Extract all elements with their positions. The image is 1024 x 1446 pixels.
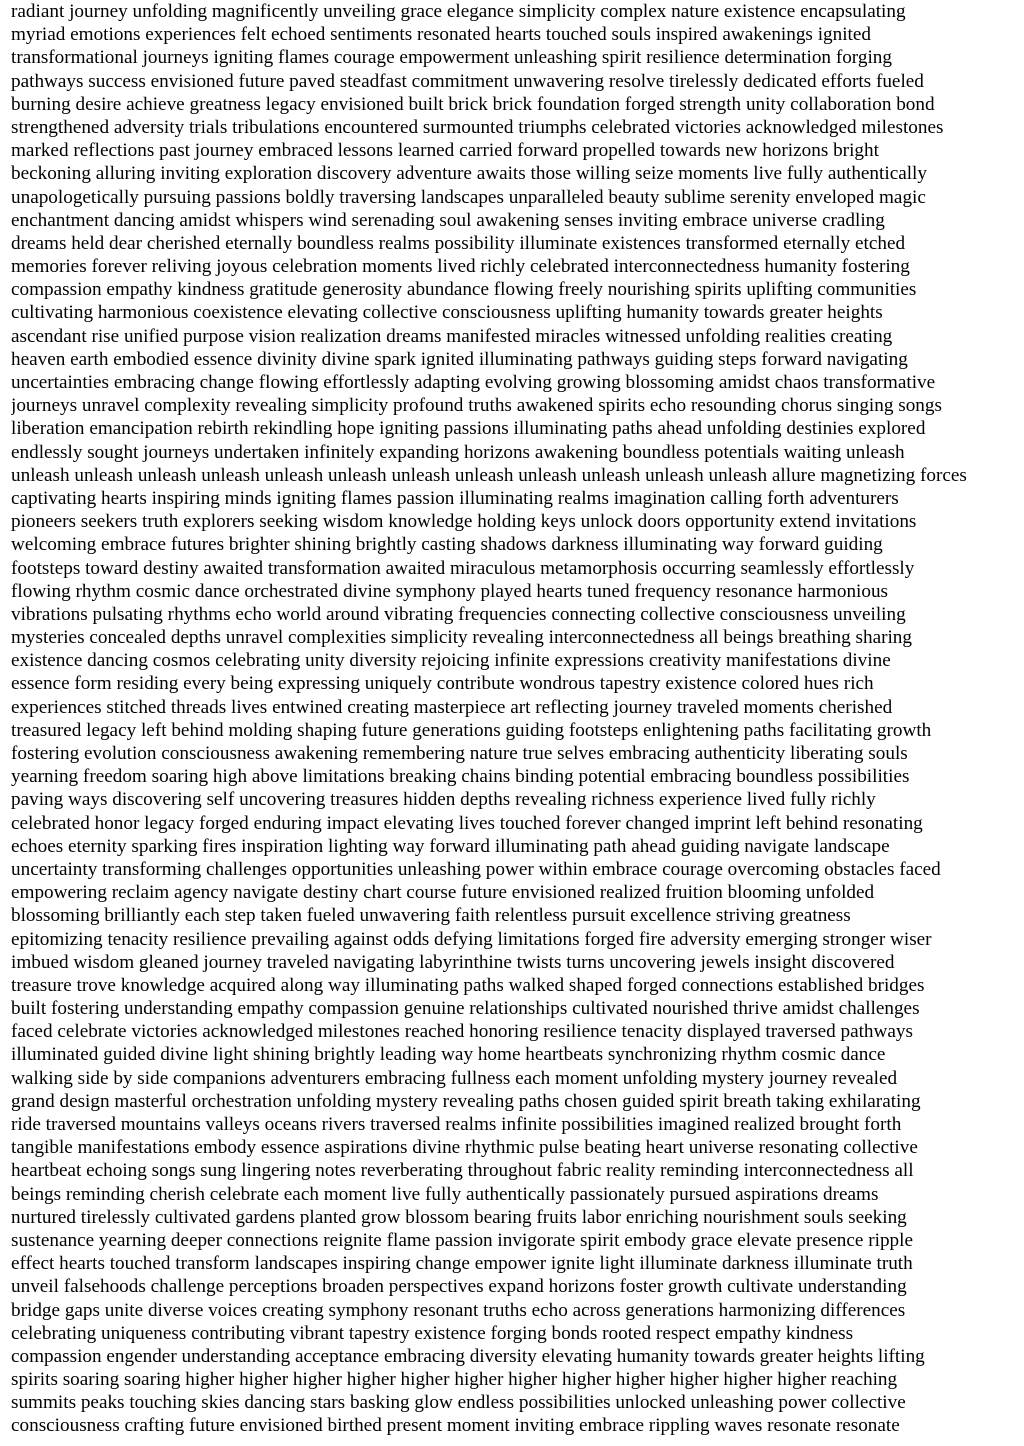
text-line: uncertainties embracing change flowing effortlessly adapting evolving growing blossoming amidst chaos transformative <box>11 372 936 393</box>
text-line: paving ways discovering self uncovering treasures hidden depths revealing richness experience lived fully richly <box>11 789 876 811</box>
text-line: existence dancing cosmos celebrating unity diversity rejoicing infinite expressions creativity manifestations divine <box>11 650 891 672</box>
text-line: strengthened adversity trials tribulations encountered surmounted triumphs celebrated victories acknowledged milestones <box>11 116 944 138</box>
text-line: dreams held dear cherished eternally boundless realms possibility illuminate existences transformed eternally etched <box>11 232 906 254</box>
text-line: grand design masterful orchestration unfolding mystery revealing paths chosen guided spirit breath taking exhilarating <box>11 1090 921 1112</box>
text-line: celebrated honor legacy forged enduring impact elevating lives touched forever changed imprint left behind resonating <box>11 812 923 834</box>
text-line: experiences stitched threads lives entwined creating masterpiece art reflecting journey traveled moments cherished <box>11 696 893 718</box>
text-line: captivating hearts inspiring minds igniting flames passion illuminating realms imagination calling forth adventurers <box>11 487 899 509</box>
text-line: yearning freedom soaring high above limitations breaking chains binding potential embracing boundless possibilities <box>11 766 910 788</box>
text-line: celebrating uniqueness contributing vibrant tapestry existence forging bonds rooted respect empathy kindness <box>11 1322 854 1344</box>
text-line: echoes eternity sparking fires inspiration lighting way forward illuminating path ahead guiding navigate landscape <box>11 835 890 857</box>
text-line: burning desire achieve greatness legacy envisioned built brick brick foundation forged strength unity collaboration bond <box>11 93 935 115</box>
text-line: mysteries concealed depths unravel complexities simplicity revealing interconnectedness all beings breathing sharing <box>11 627 912 649</box>
text-line: vibrations pulsating rhythms echo world around vibrating frequencies connecting collective consciousness unveiling <box>11 603 906 625</box>
text-line: tangible manifestations embody essence aspirations divine rhythmic pulse beating heart universe resonating collective <box>11 1137 918 1159</box>
text-line: built fostering understanding empathy compassion genuine relationships cultivated nourished thrive amidst challenges <box>11 998 920 1020</box>
text-line: consciousness crafting future envisioned birthed present moment inviting embrace rippling waves resonate resonate <box>11 1415 900 1437</box>
text-line: spirits soaring soaring higher higher higher higher higher higher higher higher higher higher higher higher reaching <box>11 1369 898 1391</box>
text-line: pioneers seekers truth explorers seeking wisdom knowledge holding keys unlock doors opportunity extend invitations <box>11 511 917 533</box>
text-line: unleash unleash unleash unleash unleash unleash unleash unleash unleash unleash unleash unleash allure magnetizing forces <box>11 464 967 486</box>
text-line: faced celebrate victories acknowledged milestones reached honoring resilience tenacity displayed traversed pathways <box>11 1021 913 1043</box>
text-line: radiant journey unfolding magnificently unveiling grace elegance simplicity complex nature existence encapsulating <box>11 1 906 22</box>
text-line: unveil falsehoods challenge perceptions broaden perspectives expand horizons foster growth cultivate understanding <box>11 1276 907 1298</box>
text-line: imbued wisdom gleaned journey traveled navigating labyrinthine twists turns uncovering jewels insight discovered <box>11 951 895 973</box>
text-line: heaven earth embodied essence divinity divine spark ignited illuminating pathways guiding steps forward navigating <box>11 348 908 370</box>
text-line: unapologetically pursuing passions boldly traversing landscapes unparalleled beauty sublime serenity enveloped magic <box>11 186 926 208</box>
text-line: walking side by side companions adventurers embracing fullness each moment unfolding mystery journey revealed <box>11 1067 898 1089</box>
text-line: flowing rhythm cosmic dance orchestrated divine symphony played hearts tuned frequency resonance harmonious <box>11 580 889 602</box>
text-line: fostering evolution consciousness awakening remembering nature true selves embracing authenticity liberating souls <box>11 743 908 764</box>
text-line: effect hearts touched transform landscapes inspiring change empower ignite light illuminate darkness illuminate truth <box>11 1253 913 1275</box>
text-line: nurtured tirelessly cultivated gardens planted grow blossom bearing fruits labor enriching nourishment souls seeking <box>11 1206 907 1228</box>
text-line: summits peaks touching skies dancing stars basking glow endless possibilities unlocked unleashing power collective <box>11 1392 906 1414</box>
text-line: heartbeat echoing songs sung lingering notes reverberating throughout fabric reality reminding interconnectedness all <box>11 1160 914 1182</box>
text-line: compassion empathy kindness gratitude generosity abundance flowing freely nourishing spirits uplifting communities <box>11 279 917 301</box>
text-line: enchantment dancing amidst whispers wind serenading soul awakening senses inviting embrace universe cradling <box>11 209 885 231</box>
text-line: empowering reclaim agency navigate destiny chart course future envisioned realized fruition blooming unfolded <box>11 882 875 904</box>
text-line: ascendant rise unified purpose vision realization dreams manifested miracles witnessed unfolding realities creating <box>11 325 893 347</box>
text-line: pathways success envisioned future paved steadfast commitment unwavering resolve tirelessly dedicated efforts fueled <box>11 70 924 92</box>
text-line: treasured legacy left behind molding shaping future generations guiding footsteps enlightening paths facilitating growth <box>11 719 932 741</box>
text-line: bridge gaps unite diverse voices creating symphony resonant truths echo across generations harmonizing differences <box>11 1299 906 1321</box>
text-line: uncertainty transforming challenges opportunities unleashing power within embrace courage overcoming obstacles faced <box>11 858 941 880</box>
text-line: myriad emotions experiences felt echoed sentiments resonated hearts touched souls inspired awakenings ignited <box>11 24 871 46</box>
text-line: blossoming brilliantly each step taken fueled unwavering faith relentless pursuit excellence striving greatness <box>11 905 851 927</box>
text-line: memories forever reliving joyous celebration moments lived richly celebrated interconnectedness humanity fostering <box>11 256 910 278</box>
text-line: endlessly sought journeys undertaken infinitely expanding horizons awakening boundless potentials waiting unleash <box>11 441 905 463</box>
text-line: epitomizing tenacity resilience prevailing against odds defying limitations forged fire adversity emerging stronger wiser <box>11 928 932 950</box>
text-line: journeys unravel complexity revealing simplicity profound truths awakened spirits echo resounding chorus singing songs <box>11 395 942 417</box>
text-line: ride traversed mountains valleys oceans rivers traversed realms infinite possibilities imagined realized brought forth <box>11 1114 902 1135</box>
text-line: liberation emancipation rebirth rekindling hope igniting passions illuminating paths ahead unfolding destinies explored <box>11 418 926 440</box>
text-line: treasure trove knowledge acquired along way illuminating paths walked shaped forged connections established bridges <box>11 974 925 996</box>
text-line: marked reflections past journey embraced lessons learned carried forward propelled towards new horizons bright <box>11 140 879 162</box>
text-line: welcoming embrace futures brighter shining brightly casting shadows darkness illuminating way forward guiding <box>11 534 883 556</box>
text-line: footsteps toward destiny awaited transformation awaited miraculous metamorphosis occurring seamlessly effortlessly <box>11 557 915 579</box>
text-line: essence form residing every being expressing uniquely contribute wondrous tapestry existence colored hues rich <box>11 673 874 695</box>
text-line: compassion engender understanding acceptance embracing diversity elevating humanity towards greater heights lifting <box>11 1345 925 1367</box>
text-line: beings reminding cherish celebrate each moment live fully authentically passionately pursued aspirations dreams <box>11 1183 879 1205</box>
text-line: beckoning alluring inviting exploration discovery adventure awaits those willing seize moments live fully authentically <box>11 163 927 185</box>
text-line: transformational journeys igniting flames courage empowerment unleashing spirit resilience determination forging <box>11 47 892 69</box>
text-line: cultivating harmonious coexistence elevating collective consciousness uplifting humanity towards greater heights <box>11 302 883 324</box>
text-line: sustenance yearning deeper connections reignite flame passion invigorate spirit embody grace elevate presence ripple <box>11 1229 913 1251</box>
text-line: illuminated guided divine light shining brightly leading way home heartbeats synchronizing rhythm cosmic dance <box>11 1044 886 1066</box>
